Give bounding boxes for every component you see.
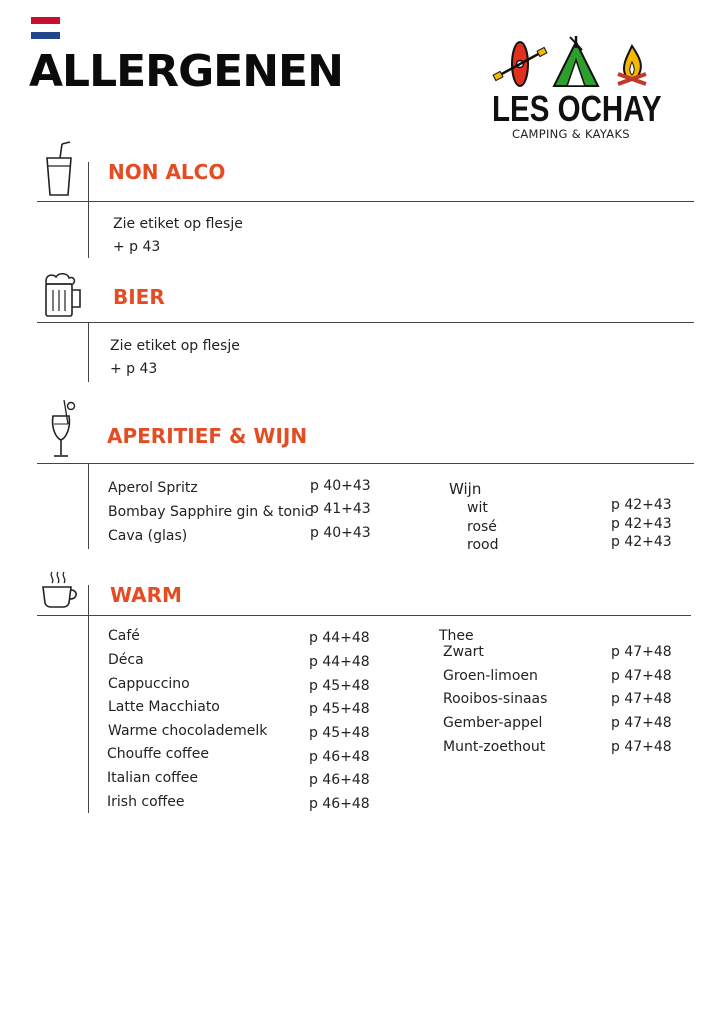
- section-title-aperitief-wijn: APERITIEF & WIJN: [107, 424, 308, 448]
- section-rule: [37, 615, 691, 616]
- section-rule: [37, 463, 694, 464]
- list-item-name: Groen-limoen: [443, 668, 538, 684]
- section-divider: [88, 585, 89, 813]
- list-item-page: p 42+43: [611, 534, 672, 550]
- list-item-name: Latte Macchiato: [108, 699, 220, 715]
- list-item-page: p 40+43: [310, 525, 371, 541]
- brand-tagline: CAMPING & KAYAKS: [512, 127, 630, 141]
- list-item-name: Italian coffee: [107, 770, 199, 786]
- list-item-page: p 45+48: [309, 701, 370, 717]
- list-item-name: Munt-zoethout: [443, 739, 546, 755]
- coffee-cup-icon: [38, 569, 80, 611]
- section-rule: [37, 322, 694, 323]
- list-item-name: Warme chocolademelk: [108, 723, 268, 739]
- list-item-name: Gember-appel: [443, 715, 543, 731]
- list-item-name: Aperol Spritz: [108, 480, 198, 496]
- list-item-page: p 41+43: [310, 501, 371, 517]
- tent-icon: [554, 36, 598, 86]
- kayak-icon: [493, 42, 547, 86]
- list-item-name: Zwart: [443, 644, 484, 660]
- subheading-wijn: Wijn: [449, 480, 482, 498]
- list-item-name: rosé: [467, 519, 497, 535]
- page-title: ALLERGENEN: [29, 46, 343, 97]
- list-item-page: p 47+48: [611, 644, 672, 660]
- soda-cup-icon: [42, 140, 76, 198]
- list-item-page: p 46+48: [309, 772, 370, 788]
- subheading-thee: Thee: [439, 628, 474, 644]
- list-item-page: p 44+48: [309, 654, 370, 670]
- list-item-page: p 40+43: [310, 478, 371, 494]
- list-item-page: p 47+48: [611, 715, 672, 731]
- section-divider: [88, 162, 89, 258]
- section-title-bier: BIER: [113, 285, 165, 309]
- list-item-page: p 45+48: [309, 725, 370, 741]
- list-item-name: Chouffe coffee: [107, 746, 209, 762]
- brand-name: LES OCHAY: [492, 88, 662, 129]
- info-line: Zie etiket op flesje: [113, 216, 243, 232]
- list-item-name: wit: [467, 500, 488, 516]
- list-item-name: Irish coffee: [107, 794, 185, 810]
- info-line: Zie etiket op flesje: [110, 338, 240, 354]
- list-item-page: p 47+48: [611, 691, 672, 707]
- list-item-page: p 45+48: [309, 678, 370, 694]
- list-item-page: p 47+48: [611, 739, 672, 755]
- info-line: + p 43: [110, 361, 158, 377]
- list-item-name: rood: [467, 537, 499, 553]
- list-item-page: p 46+48: [309, 796, 370, 812]
- list-item-page: p 42+43: [611, 516, 672, 532]
- list-item-name: Bombay Sapphire gin & tonic: [108, 504, 313, 520]
- campfire-icon: [618, 46, 646, 84]
- list-item-name: Café: [108, 628, 140, 644]
- dutch-flag-icon: [31, 17, 60, 39]
- list-item-page: p 42+43: [611, 497, 672, 513]
- list-item-name: Déca: [108, 652, 144, 668]
- section-title-warm: WARM: [110, 583, 182, 607]
- section-divider: [88, 322, 89, 382]
- section-divider: [88, 463, 89, 549]
- section-rule: [37, 201, 694, 202]
- list-item-page: p 47+48: [611, 668, 672, 684]
- info-line: + p 43: [113, 239, 161, 255]
- list-item-name: Cappuccino: [108, 676, 190, 692]
- list-item-name: Rooibos-sinaas: [443, 691, 548, 707]
- list-item-page: p 44+48: [309, 630, 370, 646]
- list-item-page: p 46+48: [309, 749, 370, 765]
- section-title-non-alco: NON ALCO: [108, 160, 226, 184]
- cocktail-glass-icon: [46, 398, 78, 460]
- list-item-name: Cava (glas): [108, 528, 188, 544]
- beer-mug-icon: [40, 271, 84, 319]
